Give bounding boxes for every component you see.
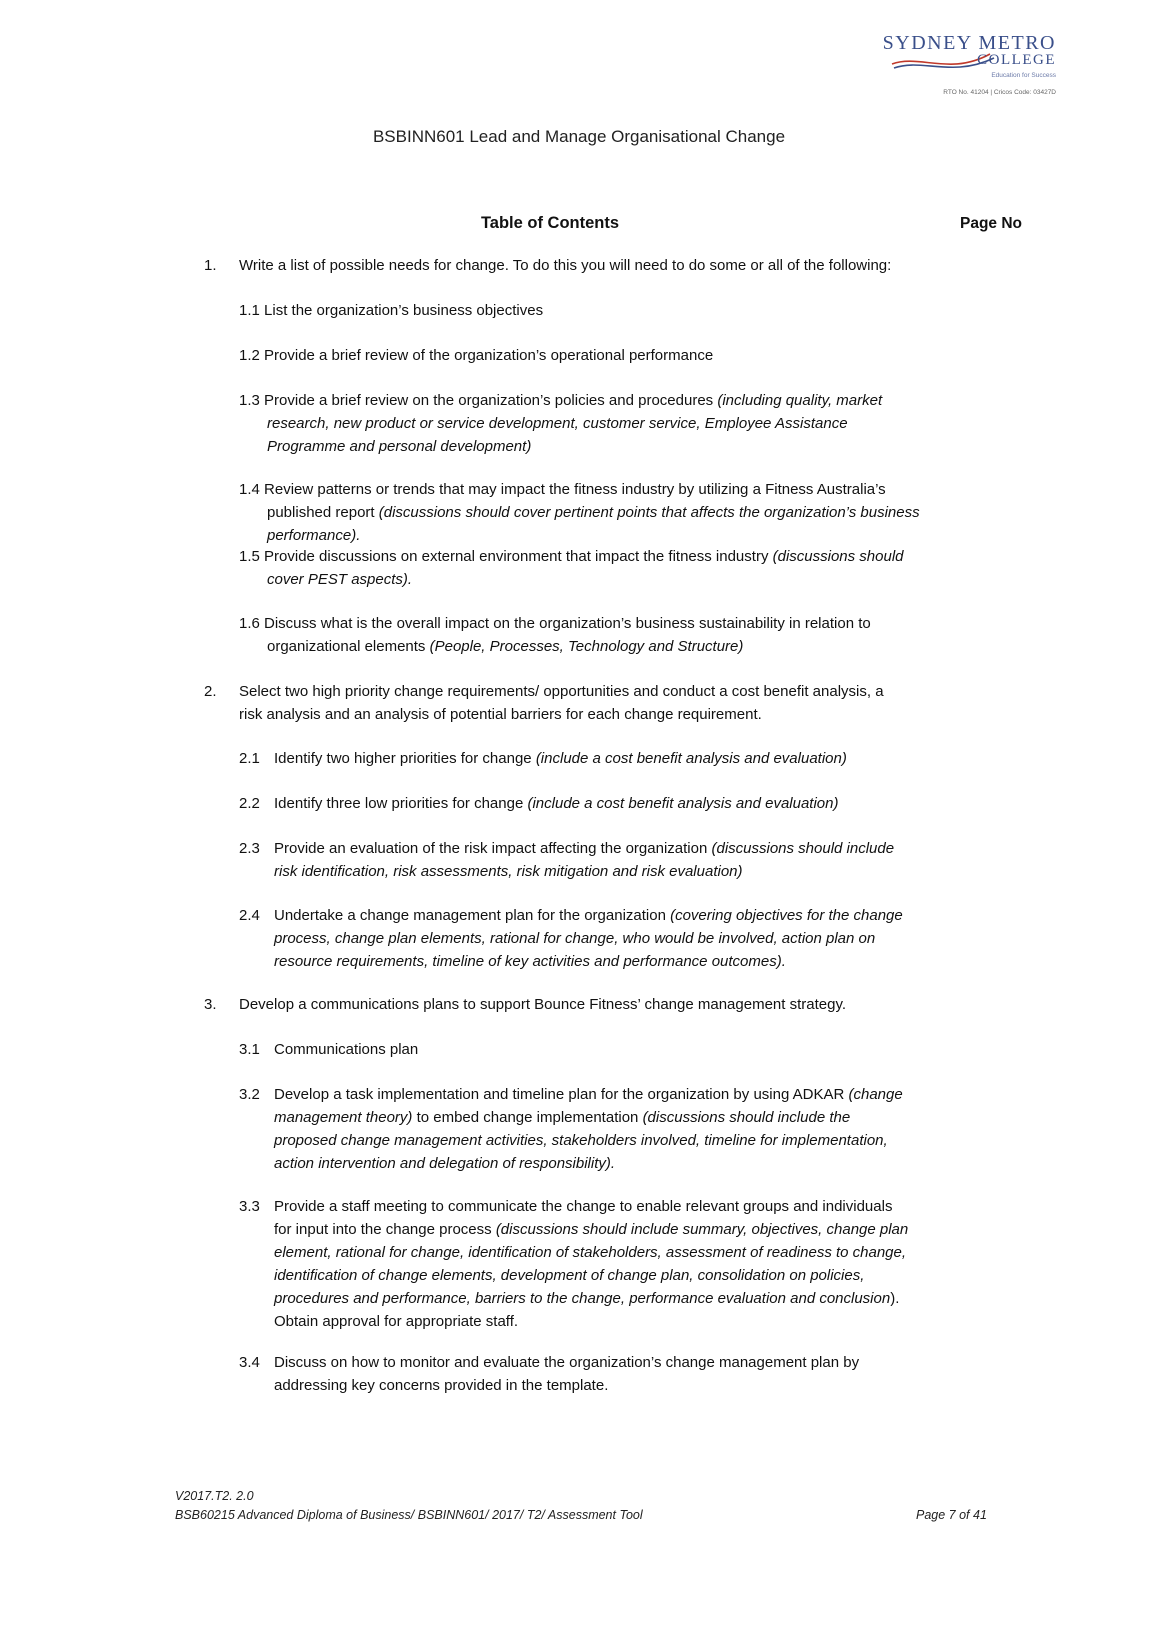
toc-item-1-5-text: 1.5 Provide discussions on external environment that impact the fitness industry <box>239 548 773 565</box>
toc-item-2-4-text: Undertake a change management plan for the organization <box>274 907 671 924</box>
toc-item-3-1-number: 3.1 <box>239 1041 260 1058</box>
toc-item-3-2-number: 3.2 <box>239 1086 260 1103</box>
toc-item-2-1 <box>274 747 934 770</box>
toc-item-3-4-number: 3.4 <box>239 1354 260 1371</box>
toc-item-1-2 <box>239 344 929 367</box>
logo-rto: RTO No. 41204 | Cricos Code: 03427D <box>943 89 1056 96</box>
toc-item-1-5-italic: (discussions should cover PEST aspects). <box>267 548 904 588</box>
section-2-text: Select two high priority change requirements/ opportunities and conduct a cost benefit analysis, a risk analysis and an analysis of potential barriers for each change requirement. <box>239 683 884 723</box>
college-logo <box>880 30 1080 100</box>
toc-item-1-4-text: 1.4 Review patterns or trends that may impact the fitness industry by utilizing a Fitness Australia’s published report <box>239 481 886 521</box>
toc-item-2-4 <box>274 904 914 973</box>
toc-item-1-4 <box>239 478 929 547</box>
toc-item-2-3-italic: (discussions should include risk identification, risk assessments, risk mitigation and risk evaluation) <box>274 840 895 880</box>
section-3-text: Develop a communications plans to support Bounce Fitness’ change management strategy. <box>239 996 847 1013</box>
logo-tagline: Education for Success <box>991 72 1056 79</box>
footer-course: BSB60215 Advanced Diploma of Business/ BSBINN601/ 2017/ T2/ Assessment Tool <box>175 1508 643 1522</box>
toc-item-3-2-italic: (change management theory) <box>274 1086 903 1126</box>
toc-item-3-2-italic2: (discussions should include the proposed change management activities, stakeholders involved, timeline for implementation, action intervention and delegation of responsibility). <box>274 1109 888 1172</box>
toc-item-1-6-italic: (People, Processes, Technology and Structure) <box>429 638 744 655</box>
footer-version: V2017.T2. 2.0 <box>175 1489 254 1503</box>
toc-item-3-4-text: Discuss on how to monitor and evaluate the organization’s change management plan by addressing key concerns provided in the template. <box>274 1354 860 1394</box>
toc-item-2-2-text: Identify three low priorities for change <box>274 795 528 812</box>
toc-item-3-3 <box>274 1195 914 1333</box>
toc-item-3-3-italic: (discussions should include summary, objectives, change plan element, rational for change, identification of stakeholders, assessment of readiness to change, identification of change elements, development of change plan, consolidation on policies, procedures and performance, barriers to the change, performance evaluation and conclusion <box>274 1221 909 1307</box>
toc-item-3-3-number: 3.3 <box>239 1198 260 1215</box>
logo-name: SYDNEY METRO <box>882 32 1056 54</box>
toc-item-3-2-text2: to embed change implementation <box>412 1109 643 1126</box>
toc-item-1-1-text: 1.1 List the organization’s business objectives <box>239 302 544 319</box>
logo-college: COLLEGE <box>977 52 1056 68</box>
toc-item-2-1-italic: (include a cost benefit analysis and evaluation) <box>535 750 847 767</box>
toc-item-1-3-text: 1.3 Provide a brief review on the organization’s policies and procedures <box>239 392 718 409</box>
toc-item-1-5 <box>239 545 929 591</box>
toc-item-2-4-number: 2.4 <box>239 907 260 924</box>
toc-item-1-3-italic: (including quality, market research, new product or service development, customer service, Employee Assistance Programme and personal development) <box>267 392 883 455</box>
toc-item-1-6 <box>239 612 929 658</box>
toc-item-2-1-text: Identify two higher priorities for change <box>274 750 536 767</box>
toc-item-2-3-text: Provide an evaluation of the risk impact affecting the organization <box>274 840 712 857</box>
toc-item-2-2-number: 2.2 <box>239 795 260 812</box>
toc-item-3-2-text: Develop a task implementation and timeline plan for the organization by using ADKAR <box>274 1086 849 1103</box>
toc-item-2-3-number: 2.3 <box>239 840 260 857</box>
toc-item-1-3 <box>239 389 929 458</box>
document-title: BSBINN601 Lead and Manage Organisational Change <box>372 127 786 146</box>
toc-item-1-6-text: 1.6 Discuss what is the overall impact on the organization’s business sustainability in relation to organizational elements <box>239 615 871 655</box>
toc-item-2-3 <box>274 837 909 883</box>
section-2-number: 2. <box>204 683 217 700</box>
toc-item-1-4-italic: (discussions should cover pertinent points that affects the organization’s business performance). <box>267 504 920 544</box>
section-1-number: 1. <box>204 257 217 274</box>
section-1-text: Write a list of possible needs for change. To do this you will need to do some or all of the following: <box>239 257 892 274</box>
toc-item-3-1-text: Communications plan <box>274 1041 419 1058</box>
toc-item-3-3-text: Provide a staff meeting to communicate the change to enable relevant groups and individuals for input into the change process <box>274 1198 893 1238</box>
toc-item-2-4-italic: (covering objectives for the change process, change plan elements, rational for change, who would be involved, action plan on resource requirements, timeline of key activities and performance outcomes). <box>274 907 903 970</box>
toc-item-1-1 <box>239 299 929 322</box>
toc-item-3-1 <box>274 1038 934 1061</box>
page-no-label: Page No <box>960 215 1023 232</box>
section-3-number: 3. <box>204 996 217 1013</box>
toc-item-3-4 <box>274 1351 904 1397</box>
toc-item-2-2 <box>274 792 934 815</box>
toc-item-3-2 <box>274 1083 909 1175</box>
toc-item-2-2-italic: (include a cost benefit analysis and evaluation) <box>527 795 839 812</box>
toc-heading: Table of Contents <box>480 214 620 232</box>
footer-page-number: Page 7 of 41 <box>916 1508 987 1522</box>
toc-item-2-1-number: 2.1 <box>239 750 260 767</box>
toc-item-1-2-text: 1.2 Provide a brief review of the organization’s operational performance <box>239 347 714 364</box>
toc-item-3-3-text2: ). Obtain approval for appropriate staff. <box>274 1290 900 1330</box>
